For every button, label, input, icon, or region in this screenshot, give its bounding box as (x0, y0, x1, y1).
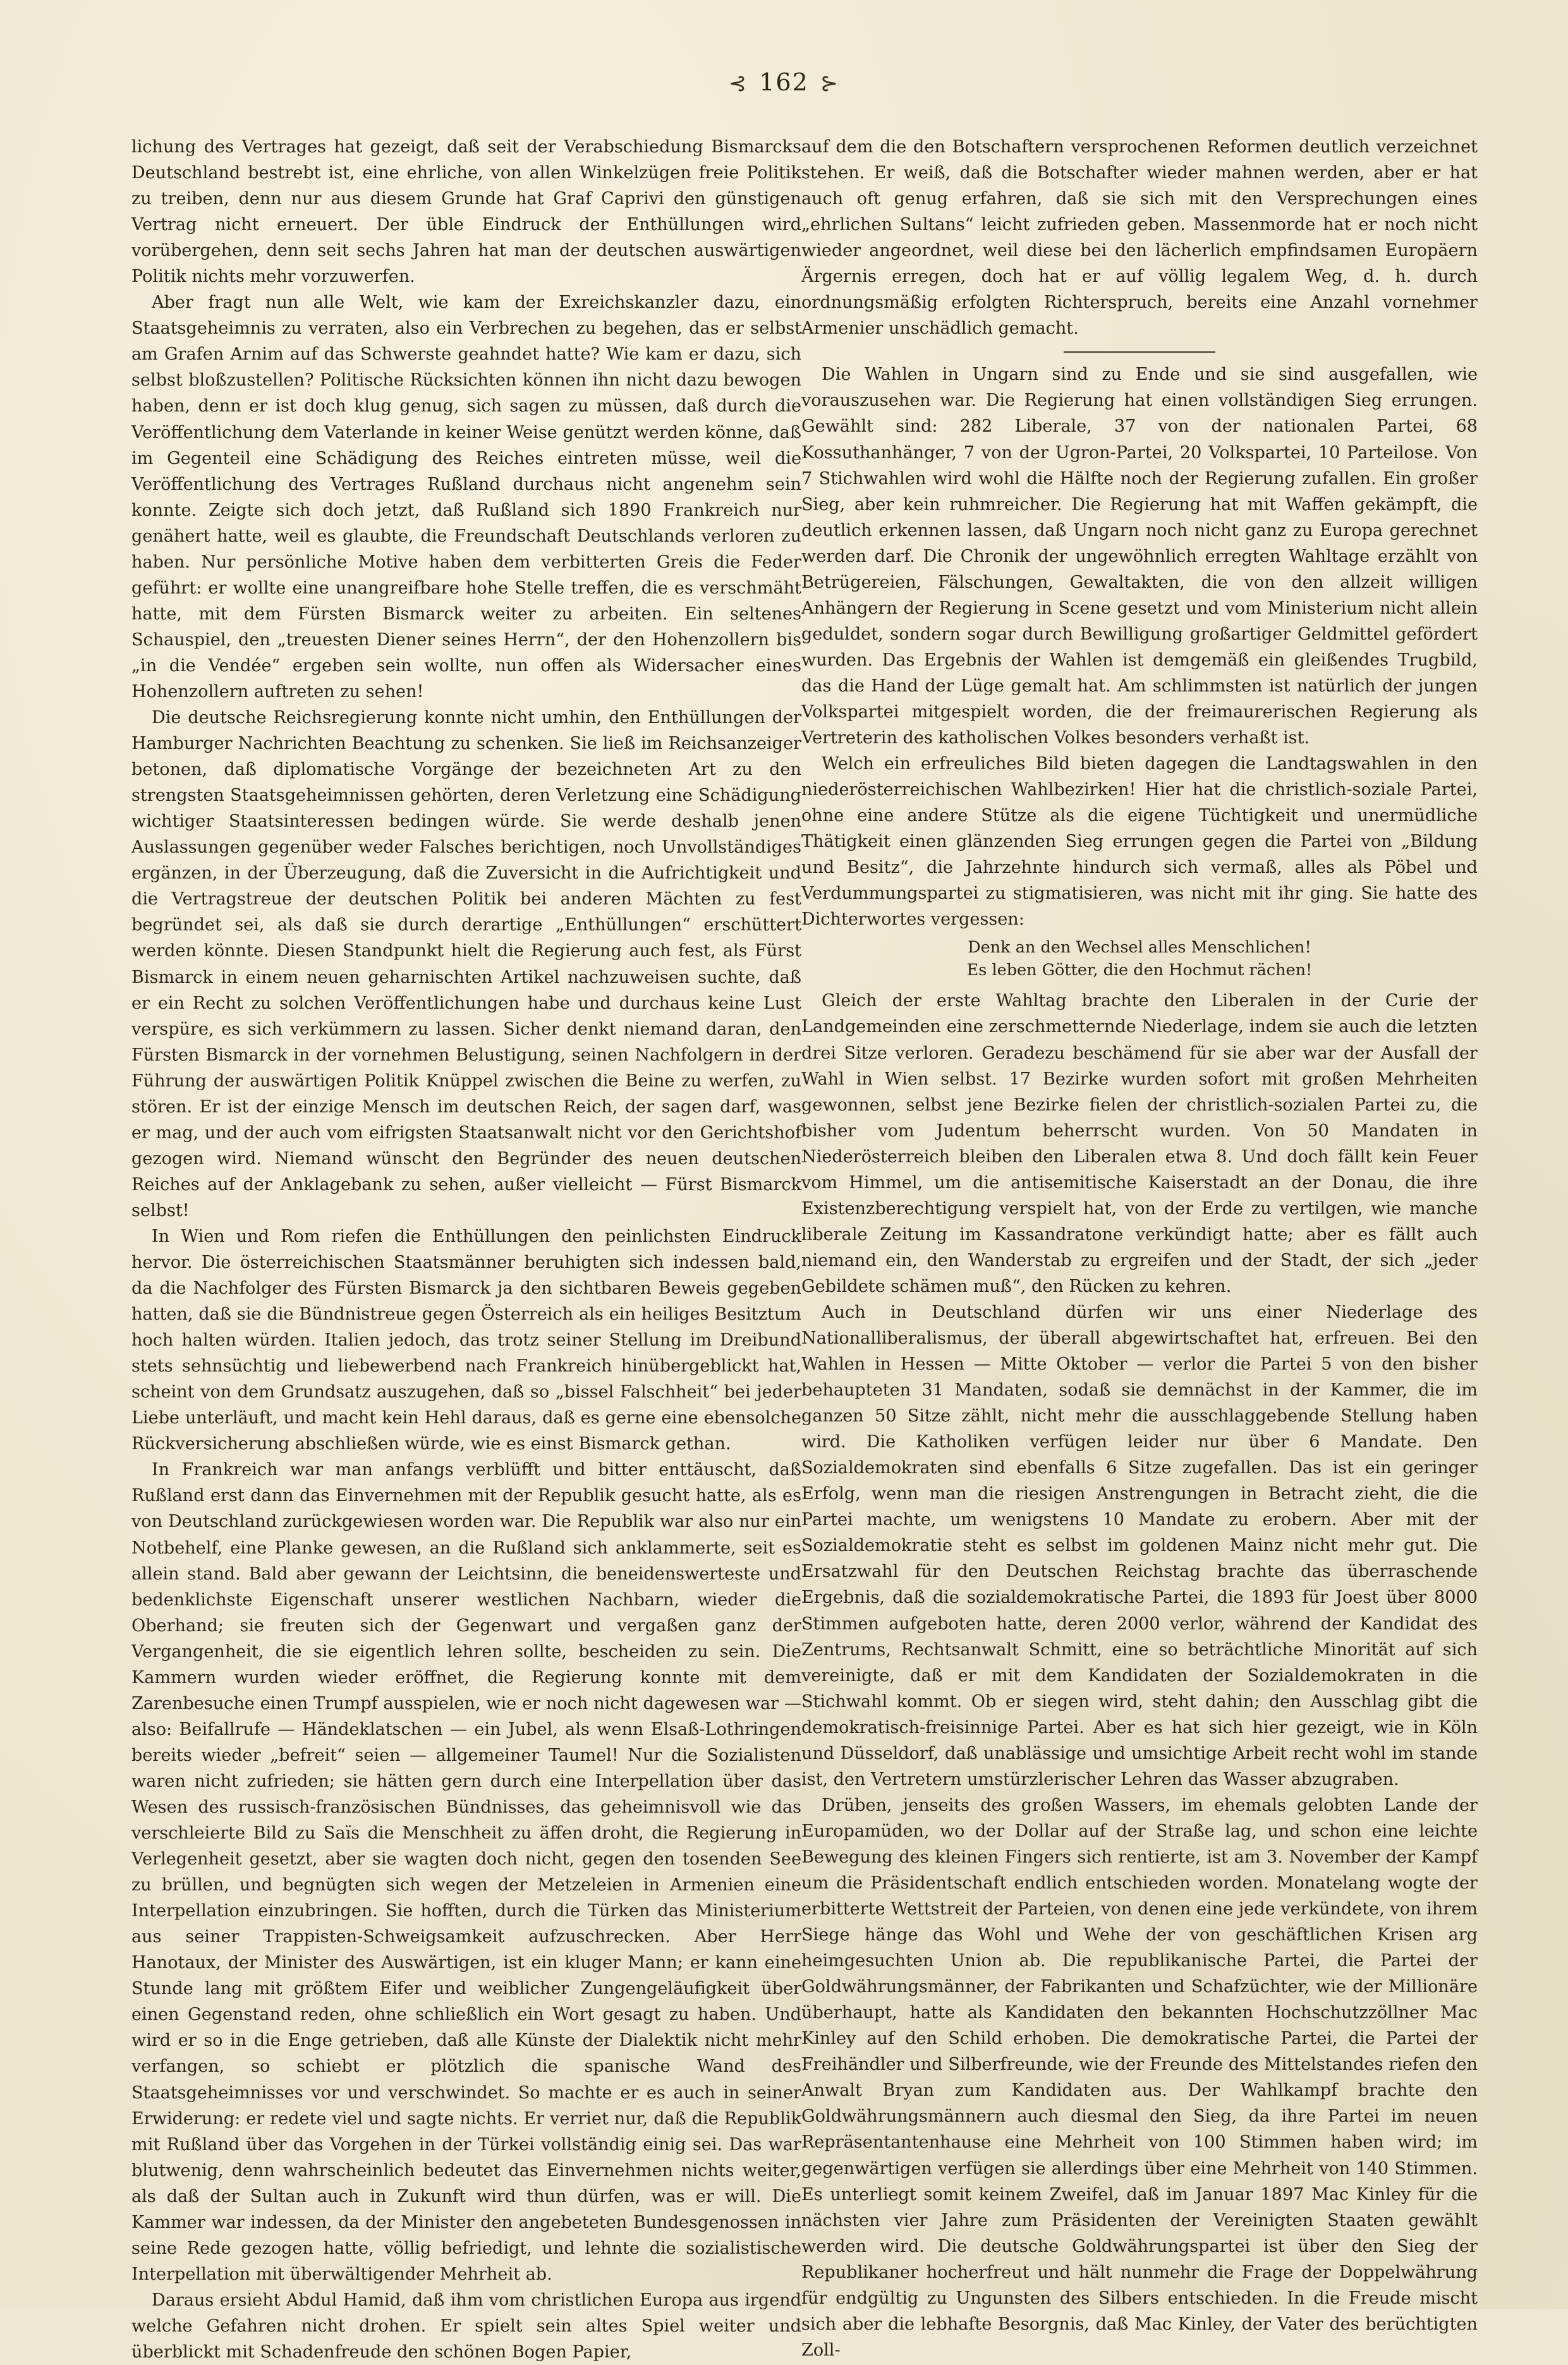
paragraph: lichung des Vertrages hat gezeigt, daß seit der Verabschiedung Bismarcks Deutschland bestrebt ist, eine ehrliche, von allen Winkelzügen freie Politik zu treiben, denn nur aus diesem Grunde hat Graf Caprivi den günstigen Vertrag nicht erneuert. Der üble Eindruck der Enthüllungen wird vorübergehen, denn seit sechs Jahren hat man der deutschen auswärtigen Politik nichts mehr vorzuwerfen. (131, 137, 801, 287)
paragraph: Die deutsche Reichsregierung konnte nicht umhin, den Enthüllungen der Hamburger Nachrichten Beachtung zu schenken. Sie ließ im Reichsanzeiger betonen, daß diplomatische Vorgänge der bezeichneten Art zu den strengsten Staatsgeheimnissen gehörten, deren Verletzung eine Schädigung wichtiger Staatsinteressen bedingen würde. Sie werde deshalb jenen Auslassungen gegenüber weder Falsches berichtigen, noch Unvollständiges ergänzen, in der Überzeugung, daß die Zuversicht in die Aufrichtigkeit und die Vertragstreue der deutschen Politik bei anderen Mächten zu fest begründet sei, als daß sie durch derartige „Enthüllungen“ erschüttert werden könnte. Diesen Standpunkt hielt die Regierung auch fest, als Fürst Bismarck in einem neuen geharnischten Artikel nachzuweisen suchte, daß er ein Recht zu solchen Veröffentlichungen habe und durchaus keine Lust verspüre, es sich verkümmern zu lassen. Sicher denkt niemand daran, den Fürsten Bismarck in der vornehmen Belustigung, seinen Nachfolgern in der Führung der auswärtigen Politik Knüppel zwischen die Beine zu werfen, zu stören. Er ist der einzige Mensch im deutschen Reich, der sagen darf, was er mag, und der auch vom eifrigsten Staatsanwalt nicht vor den Gerichtshof gezogen wird. Niemand wünscht den Begründer des neuen deutschen Reiches auf der Anklagebank zu sehen, außer vielleicht — Fürst Bismarck selbst! (131, 708, 801, 1220)
right-column (801, 134, 1478, 2363)
left-column (131, 134, 801, 2365)
paragraph: Welch ein erfreuliches Bild bieten dagegen die Landtagswahlen in den niederösterreichischen Wahlbezirken! Hier hat die christlich-soziale Partei, ohne eine andere Stütze als die eigene Tüchtigkeit und unermüdliche Thätigkeit einen glänzenden Sieg errungen gegen die Partei von „Bildung und Besitz“, die Jahrzehnte hindurch sich vermaß, alles als Pöbel und Verdummungspartei zu stigmatisieren, was nicht mit ihr ging. Sie hatte des Dichterwortes vergessen: (801, 754, 1478, 930)
ornament-right-icon: ⊱ (820, 71, 840, 96)
paragraph: Drüben, jenseits des großen Wassers, im ehemals gelobten Lande der Europamüden, wo der Dollar auf der Straße lag, und schon eine leichte Bewegung des kleinen Fingers sich rentierte, ist am 3. November der Kampf um die Präsidentschaft endlich entschieden worden. Monatelang wogte der erbitterte Wettstreit der Parteien, von denen eine jede verkündete, von ihrem Siege hänge das Wohl und Wehe der von geschäftlichen Krisen arg heimgesuchten Union ab. Die republikanische Partei, die Partei der Goldwährungsmänner, der Fabrikanten und Schafzüchter, wie der Millionäre überhaupt, hatte als Kandidaten den bekannten Hochschutzzöllner Mac Kinley auf den Schild erhoben. Die demokratische Partei, die Partei der Freihändler und Silberfreunde, wie der Freunde des Mittelstandes riefen den Anwalt Bryan zum Kandidaten aus. Der Wahlkampf brachte den Goldwährungsmännern auch diesmal den Sieg, da ihre Partei im neuen Repräsentantenhause eine Mehrheit von 100 Stimmen haben wird; im gegenwärtigen verfügen sie allerdings über eine Mehrheit von 140 Stimmen. Es unterliegt somit keinem Zweifel, daß im Januar 1897 Mac Kinley für die nächsten vier Jahre zum Präsidenten der Vereinigten Staaten gewählt werden wird. Die deutsche Goldwährungspartei ist über den Sieg der Republikaner hocherfreut und hält nunmehr die Frage der Doppelwährung für endgültig zu Ungunsten des Silbers entschieden. In die Freude mischt sich aber die lebhafte Besorgnis, daß Mac Kinley, der Vater des berüchtigten Zoll- (801, 1795, 1478, 2360)
paragraph: Aber fragt nun alle Welt, wie kam der Exreichskanzler dazu, ein Staatsgeheimnis zu verraten, also ein Verbrechen zu begehen, das er selbst am Grafen Arnim auf das Schwerste geahndet hatte? Wie kam er dazu, sich selbst bloßzustellen? Politische Rücksichten können ihn nicht dazu bewogen haben, denn er ist doch klug genug, sich sagen zu müssen, daß durch die Veröffentlichung dem Vaterlande in keiner Weise genützt werden könne, daß im Gegenteil eine Schädigung des Reiches eintreten müsse, weil die Veröffentlichung des Vertrages Rußland durchaus nicht angenehm sein konnte. Zeigte sich doch jetzt, daß Rußland sich 1890 Frankreich nur genähert hatte, weil es glaubte, die Freundschaft Deutschlands verloren zu haben. Nur persönliche Motive haben dem verbitterten Greis die Feder geführt: er wollte eine unangreifbare hohe Stelle treffen, die es verschmäht hatte, mit dem Fürsten Bismarck weiter zu arbeiten. Ein seltenes Schauspiel, den „treuesten Diener seines Herrn“, der den Hohenzollern bis „in die Vendée“ ergeben sein wollte, nun offen als Widersacher eines Hohenzollern auftreten zu sehen! (131, 293, 801, 702)
paragraph: auf dem die den Botschaftern versprochenen Reformen deutlich verzeichnet stehen. Er weiß, daß die Botschafter wieder mahnen werden, aber er hat auch oft genug erfahren, daß sie sich mit den Versprechungen eines „ehrlichen Sultans“ leicht zufrieden geben. Massenmorde hat er noch nicht wieder angeordnet, weil diese bei den lächerlich empfindsamen Europäern Ärgernis erregen, doch hat er auf völlig legalem Weg, d. h. durch ordnungsmäßig erfolgten Richterspruch, bereits eine Anzahl vornehmer Armenier unschädlich gemacht. (801, 137, 1478, 339)
paragraph: Gleich der erste Wahltag brachte den Liberalen in der Curie der Landgemeinden eine zerschmetternde Niederlage, indem sie auch die letzten drei Sitze verloren. Geradezu beschämend für sie aber war der Ausfall der Wahl in Wien selbst. 17 Bezirke wurden sofort mit großen Mehrheiten gewonnen, selbst jene Bezirke fielen der christlich-sozialen Partei zu, die bisher vom Judentum beherrscht wurden. Von 50 Mandaten in Niederösterreich bleiben den Liberalen etwa 8. Und doch fällt kein Feuer vom Himmel, um die antisemitische Kaiserstadt an der Donau, die ihre Existenzberechtigung verspielt hat, von der Erde zu vertilgen, wie manche liberale Zeitung im Kassandratone verkündigt hatte; aber es fällt auch niemand ein, den Wanderstab zu ergreifen und der Stadt, der sich „jeder Gebildete schämen muß“, den Rücken zu kehren. (801, 991, 1478, 1296)
paragraph: Die Wahlen in Ungarn sind zu Ende und sie sind ausgefallen, wie vorauszusehen war. Die Regierung hat einen vollständigen Sieg errungen. Gewählt sind: 282 Liberale, 37 von der nationalen Partei, 68 Kossuthanhänger, 7 von der Ugron-Partei, 20 Volkspartei, 10 Parteilose. Von 7 Stichwahlen wird wohl die Hälfte noch der Regierung zufallen. Ein großer Sieg, aber kein ruhmreicher. Die Regierung hat mit Waffen gekämpft, die deutlich erkennen lassen, daß Ungarn noch nicht ganz zu Europa gerechnet werden darf. Die Chronik der ungewöhnlich erregten Wahltage erzählt von Betrügereien, Fälschungen, Gewaltakten, die von den allzeit willigen Anhängern der Regierung in Scene gesetzt und vom Ministerium nicht allein geduldet, sondern sogar durch Bewilligung großartiger Geldmittel gefördert wurden. Das Ergebnis der Wahlen ist demgemäß ein gleißendes Trugbild, das die Hand der Lüge gemalt hat. Am schlimmsten ist natürlich der jungen Volkspartei mitgespielt worden, die der freimaurerischen Regierung als Vertreterin des katholischen Volkes besonders verhaßt ist. (801, 365, 1478, 748)
paragraph: In Frankreich war man anfangs verblüfft und bitter enttäuscht, daß Rußland erst dann das Einvernehmen mit der Republik gesucht hatte, als es von Deutschland zurückgewiesen worden war. Die Republik war also nur ein Notbehelf, eine Planke gewesen, an die Rußland sich anklammerte, seit es allein stand. Bald aber gewann der Leichtsinn, die beneidenswerteste und bedenklichste Eigenschaft unserer westlichen Nachbarn, wieder die Oberhand; sie freuten sich der Gegenwart und vergaßen ganz der Vergangenheit, die sie eigentlich lehren sollte, bescheiden zu sein. Die Kammern wurden wieder eröffnet, die Regierung konnte mit dem Zarenbesuche einen Trumpf ausspielen, wie er noch nicht dagewesen war — also: Beifallrufe — Händeklatschen — ein Jubel, als wenn Elsaß-Lothringen bereits wieder „befreit“ seien — allgemeiner Taumel! Nur die Sozialisten waren nicht zufrieden; sie hätten gern durch eine Interpellation über das Wesen des russisch-französischen Bündnisses, das geheimnisvoll wie das verschleierte Bild zu Saïs die Menschheit zu äffen droht, die Regierung in Verlegenheit gesetzt, aber sie wagten doch nicht, gegen den tosenden See zu brüllen, und begnügten sich wegen der Metzeleien in Armenien eine Interpellation einzubringen. Sie hofften, durch die Türken das Ministerium aus seiner Trappisten-Schweigsamkeit aufzuschrecken. Aber Herr Hanotaux, der Minister des Auswärtigen, ist ein kluger Mann; er kann eine Stunde lang mit größtem Eifer und weiblicher Zungengeläufigkeit über einen Gegenstand reden, ohne schließlich ein Wort gesagt zu haben. Und wird er so in die Enge getrieben, daß alle Künste der Dialektik nicht mehr verfangen, so schiebt er plötzlich die spanische Wand des Staatsgeheimnisses vor und verschwindet. So machte er es auch in seiner Erwiderung: er redete viel und sagte nichts. Er verriet nur, daß die Republik mit Rußland über das Vorgehen in der Türkei vollständig einig sei. Das war blutwenig, denn wahrscheinlich bedeutet das Einvernehmen nichts weiter, als daß der Sultan auch in Zukunft wird thun dürfen, was er will. Die Kammer war indessen, da der Minister den angebeteten Bundesgenossen in seine Rede gezogen hatte, völlig befriedigt, und lehnte die sozialistische Interpellation mit überwältigender Mehrheit ab. (131, 1460, 801, 2284)
poem-line: Denk an den Wechsel alles Menschlichen! (968, 938, 1311, 958)
poem-quote (801, 936, 1478, 982)
page-header (0, 68, 1568, 96)
paragraph: Auch in Deutschland dürfen wir uns einer Niederlage des Nationalliberalismus, der überall abgewirtschaftet hat, erfreuen. Bei den Wahlen in Hessen — Mitte Oktober — verlor die Partei 5 von den bisher behaupteten 31 Mandaten, sodaß sie demnächst in der Kammer, die im ganzen 50 Sitze zählt, nicht mehr die ausschlaggebende Stellung haben wird. Die Katholiken verfügen leider nur über 6 Mandate. Den Sozialdemokraten sind ebenfalls 6 Sitze zugefallen. Das ist ein geringer Erfolg, wenn man die riesigen Anstrengungen in Betracht zieht, die die Partei machte, um wenigstens 10 Mandate zu erobern. Aber mit der Sozialdemokratie steht es selbst im goldenen Mainz nicht mehr gut. Die Ersatzwahl für den Deutschen Reichstag brachte das überraschende Ergebnis, daß die sozialdemokratische Partei, die 1893 für Joest über 8000 Stimmen aufgeboten hatte, deren 2000 verlor, während der Kandidat des Zentrums, Rechtsanwalt Schmitt, eine so beträchtliche Minorität auf sich vereinigte, daß er mit dem Kandidaten der Sozialdemokraten in die Stichwahl kommt. Ob er siegen wird, steht dahin; den Ausschlag gibt die demokratisch-freisinnige Partei. Aber es hat sich hier gezeigt, wie in Köln und Düsseldorf, daß unablässige und umsichtige Arbeit recht wohl im stande ist, den Vertretern umstürzlerischer Lehren das Wasser abzugraben. (801, 1302, 1478, 1789)
page-number: 162 (759, 68, 809, 96)
paragraph: In Wien und Rom riefen die Enthüllungen den peinlichsten Eindruck hervor. Die österreichischen Staatsmänner beruhigten sich indessen bald, da die Nachfolger des Fürsten Bismarck ja den sichtbaren Beweis gegeben hatten, daß sie die Bündnistreue gegen Österreich als ein heiliges Besitztum hoch halten würden. Italien jedoch, das trotz seiner Stellung im Dreibund stets sehnsüchtig und liebewerbend nach Frankreich hinübergeblickt hat, scheint von dem Grundsatz auszugehen, daß so „bissel Falschheit“ bei jeder Liebe unterläuft, und macht kein Hehl daraus, daß es gerne eine ebensolche Rückversicherung abschließen würde, wie es einst Bismarck gethan. (131, 1226, 801, 1454)
ornament-left-icon: ⊰ (728, 71, 748, 96)
paragraph: Daraus ersieht Abdul Hamid, daß ihm vom christlichen Europa aus irgend welche Gefahren nicht drohen. Er spielt sein altes Spiel weiter und überblickt mit Schadenfreude den schönen Bogen Papier, (131, 2290, 801, 2362)
section-divider (1064, 351, 1215, 353)
poem-line: Es leben Götter, die den Hochmut rächen! (966, 961, 1313, 980)
